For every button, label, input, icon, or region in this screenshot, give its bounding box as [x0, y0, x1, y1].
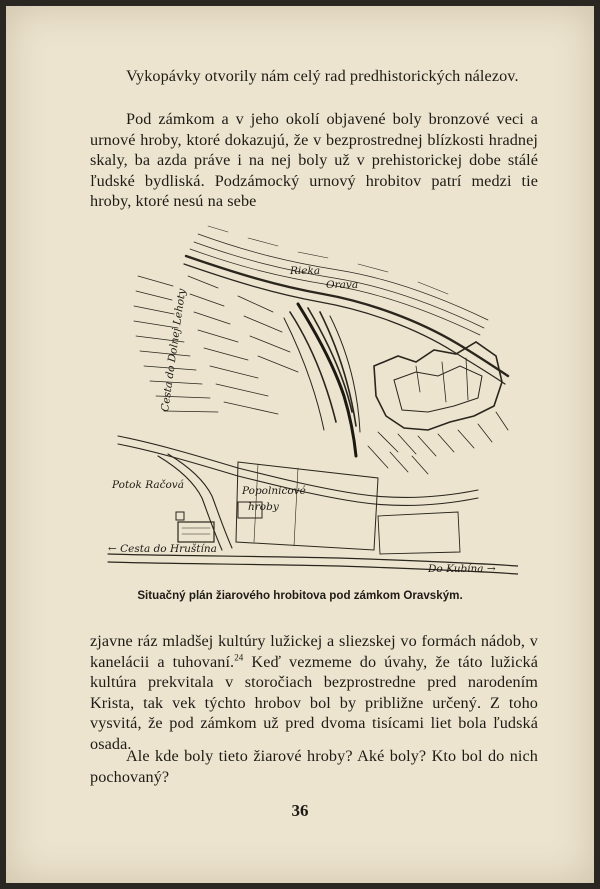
paragraph-4: Ale kde boly tieto žiarové hroby? Aké boly? Kto bol do nich pochovaný?	[90, 747, 538, 786]
paragraph-3	[90, 631, 538, 755]
map-label-potok-racova: Potok Račová	[112, 479, 185, 491]
footnote-reference[interactable]: 24	[234, 652, 244, 663]
page-number: 36	[291, 801, 309, 820]
site-plan-map	[98, 216, 518, 586]
map-label-cesta-dolnej-lehoty: Cesta do Dolnej Lehoty	[159, 288, 189, 413]
paragraph-3-text-a: zjavne ráz mladšej kultúry lužickej a sliezskej vo formách nádob, v kanelácii a tuhovaní.	[90, 632, 538, 671]
map-label-do-kubina: Do Kubína →	[428, 563, 496, 575]
paragraph-3-text-b: Keď vezmeme do úvahy, že táto lužická kultúra prekvitala v storočiach bezprostredne pred narodením Krista, tak vek týchto hrobov bol by približne určený. Z toho vysvitá, že pod zámkom už pred dvoma tisícami liet bola ľudská osada.	[90, 652, 538, 753]
book-page	[6, 6, 594, 883]
paragraph-1: Vykopávky otvorily nám celý rad predhistorických nálezov.	[126, 67, 519, 85]
paragraph-2: Pod zámkom a v jeho okolí objavené boly bronzové veci a urnové hroby, ktoré dokazujú, že v bezprostrednej blízkosti hradnej skaly, ba azda práve i na nej boly už v prehistorickej dobe stálé ľudské bydliská. Podzámocký urnový hrobitov patrí medzi tie hroby, ktoré nesú na sebe	[90, 110, 538, 211]
map-label-popolnicove: Popolnicové	[242, 485, 306, 497]
figure-caption: Situačný plán žiarového hrobitova pod zámkom Oravským.	[137, 589, 463, 602]
map-label-cesta-hrustina: ← Cesta do Hruštína	[108, 543, 217, 555]
map-label-orava: Orava	[326, 279, 359, 291]
map-label-hroby: hroby	[248, 501, 279, 513]
map-label-rieka: Rieka	[290, 265, 321, 277]
